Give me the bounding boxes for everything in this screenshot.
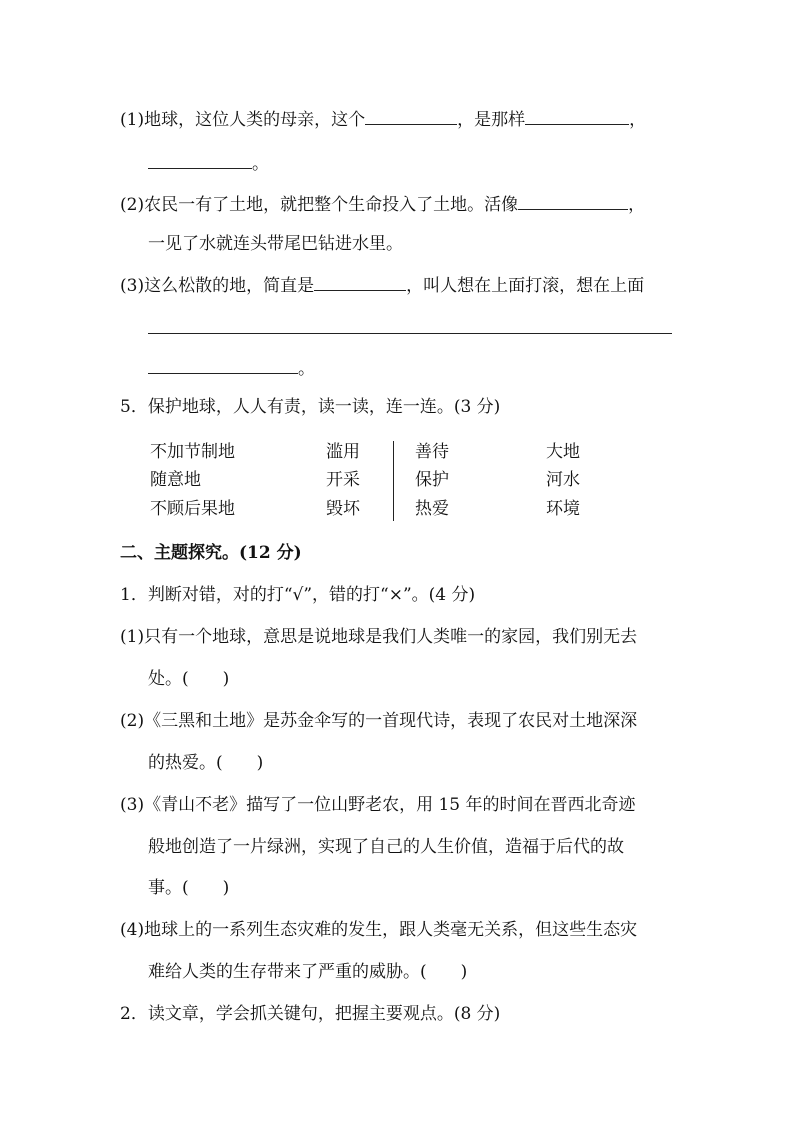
q5-col4-item[interactable]: 河水 — [546, 470, 580, 490]
q5-col1-item[interactable]: 不顾后果地 — [150, 499, 235, 519]
q4-item3-line — [120, 272, 644, 297]
s2-q1-item4-b[interactable]: 难给人类的生存带来了严重的威胁。( ) — [148, 962, 468, 982]
q4-item1-line2 — [148, 150, 269, 175]
q5-col2-item[interactable]: 毁坏 — [326, 499, 360, 519]
q5-title: 5．保护地球，人人有责，读一读，连一连。(3 分) — [120, 397, 501, 417]
q4-item1-text-b: ，是那样 — [457, 110, 526, 130]
q4-item1-text-c: ， — [629, 110, 647, 130]
s2-q1-title: 1．判断对错，对的打“√”，错的打“×”。(4 分) — [120, 585, 476, 605]
q4-item1-text-a: (1)地球，这位人类的母亲，这个 — [120, 110, 366, 130]
q4-item2-blank[interactable] — [518, 191, 628, 210]
s2-q2-title: 2．读文章，学会抓关键句，把握主要观点。(8 分) — [120, 1004, 501, 1024]
q5-col3-item[interactable]: 保护 — [415, 470, 449, 490]
q4-item3-text-a: (3)这么松散的地，简直是 — [120, 276, 315, 296]
q4-item3-text-b: ，叫人想在上面打滚，想在上面 — [406, 276, 645, 296]
s2-q1-item3-c[interactable]: 事。( ) — [148, 878, 230, 898]
q5-col3-item[interactable]: 热爱 — [415, 499, 449, 519]
q5-col2-item[interactable]: 滥用 — [326, 442, 360, 462]
q5-col4-item[interactable]: 大地 — [546, 442, 580, 462]
s2-q1-item3-a: (3)《青山不老》描写了一位山野老农，用 15 年的时间在晋西北奇迹 — [120, 795, 636, 815]
q4-item1-end: 。 — [252, 154, 269, 174]
q5-divider — [393, 441, 394, 521]
q4-item2-line2: 一见了水就连头带尾巴钻进水里。 — [148, 234, 403, 254]
s2-q1-item2-b[interactable]: 的热爱。( ) — [148, 753, 264, 773]
s2-q1-item1-a: (1)只有一个地球，意思是说地球是我们人类唯一的家园，我们别无去 — [120, 627, 638, 647]
section2-heading: 二、主题探究。(12 分) — [120, 543, 302, 563]
q5-col4-item[interactable]: 环境 — [546, 499, 580, 519]
s2-q1-item1-b[interactable]: 处。( ) — [148, 669, 230, 689]
q5-col3-item[interactable]: 善待 — [415, 442, 449, 462]
q4-item3-blank-3[interactable] — [148, 355, 298, 374]
s2-q1-item3-b: 般地创造了一片绿洲，实现了自己的人生价值，造福于后代的故 — [148, 837, 624, 857]
q4-item1-blank-1[interactable] — [365, 106, 457, 125]
q5-col2-item[interactable]: 开采 — [326, 470, 360, 490]
q4-item2-text-a: (2)农民一有了土地，就把整个生命投入了土地。活像 — [120, 195, 519, 215]
q4-item2-text-b: ， — [628, 195, 646, 215]
q4-item2-line — [120, 191, 645, 216]
q5-col1-item[interactable]: 随意地 — [150, 470, 201, 490]
s2-q1-item2-a: (2)《三黑和土地》是苏金伞写的一首现代诗，表现了农民对土地深深 — [120, 711, 638, 731]
q4-item3-blank-2[interactable] — [148, 333, 672, 334]
q4-item3-line3 — [148, 355, 315, 380]
q4-item3-end: 。 — [298, 359, 315, 379]
q4-item3-blank-1[interactable] — [314, 272, 406, 291]
s2-q1-item4-a: (4)地球上的一系列生态灾难的发生，跟人类毫无关系，但这些生态灾 — [120, 920, 638, 940]
q4-item1-blank-3[interactable] — [148, 150, 252, 169]
q5-col1-item[interactable]: 不加节制地 — [150, 442, 235, 462]
q4-item1-line — [120, 106, 646, 131]
q4-item1-blank-2[interactable] — [525, 106, 629, 125]
